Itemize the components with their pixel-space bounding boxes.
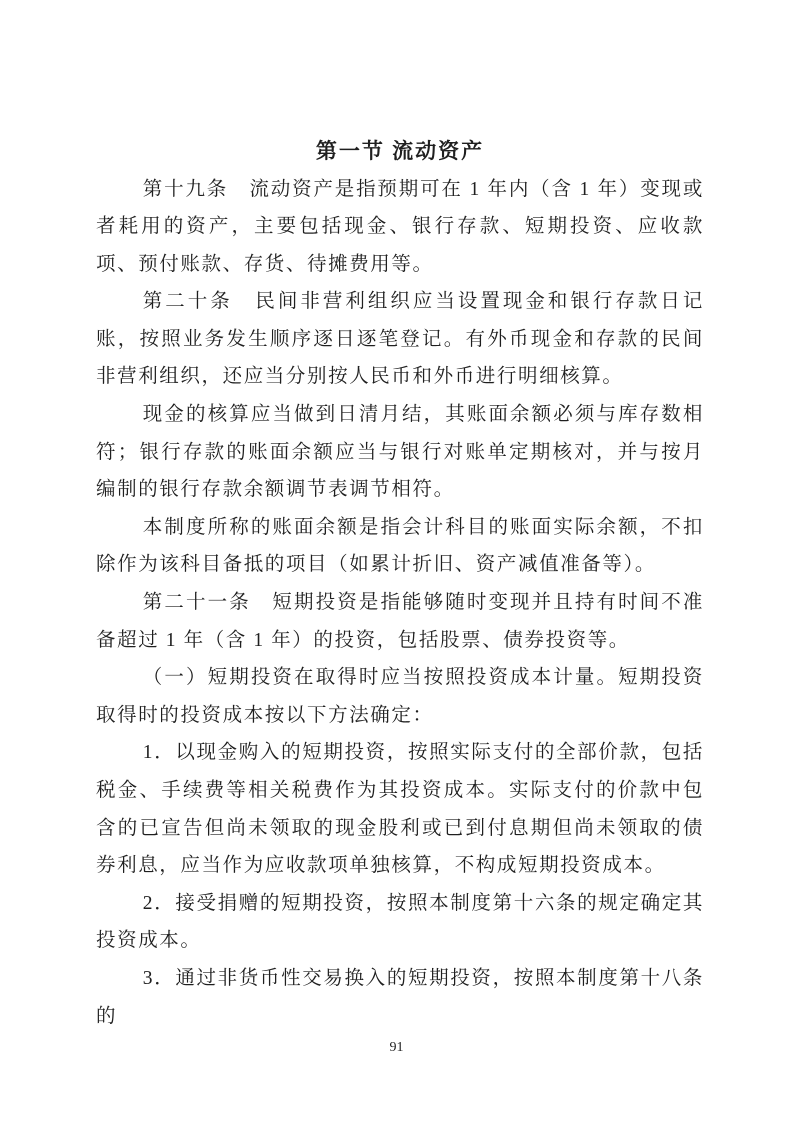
paragraph-article-19: 第十九条 流动资产是指预期可在 1 年内（含 1 年）变现或者耗用的资产，主要包括现金、银行存款、短期投资、应收款项、预付账款、存货、待摊费用等。 [96,178,704,275]
paragraph-method-3: 3．通过非货币性交易换入的短期投资，按照本制度第十八条的 [96,967,704,1027]
page-content [96,133,704,1035]
page-number: 91 [389,1040,404,1055]
paragraph-article-20: 第二十条 民间非营利组织应当设置现金和银行存款日记账，按照业务发生顺序逐日逐笔登记。有外币现金和存款的民间非营利组织，还应当分别按人民币和外币进行明细核算。 [96,291,704,388]
paragraph-cash-accounting: 现金的核算应当做到日清月结，其账面余额必须与库存数相符；银行存款的账面余额应当与银行对账单定期核对，并与按月编制的银行存款余额调节表调节相符。 [96,404,704,501]
paragraph-method-1: 1．以现金购入的短期投资，按照实际支付的全部价款，包括税金、手续费等相关税费作为其投资成本。实际支付的价款中包含的已宣告但尚未领取的现金股利或已到付息期但尚未领取的债券利息，应当作为应收款项单独核算，不构成短期投资成本。 [96,742,704,877]
paragraph-method-2: 2．接受捐赠的短期投资，按照本制度第十六条的规定确定其投资成本。 [96,892,704,952]
paragraph-article-21: 第二十一条 短期投资是指能够随时变现并且持有时间不准备超过 1 年（含 1 年）的投资，包括股票、债券投资等。 [96,592,704,651]
section-title: 第一节 流动资产 [315,139,485,163]
paragraph-item-1-intro: （一）短期投资在取得时应当按照投资成本计量。短期投资取得时的投资成本按以下方法确定： [96,667,704,726]
paragraph-book-balance: 本制度所称的账面余额是指会计科目的账面实际余额，不扣除作为该科目备抵的项目（如累计折旧、资产减值准备等）。 [96,516,704,576]
